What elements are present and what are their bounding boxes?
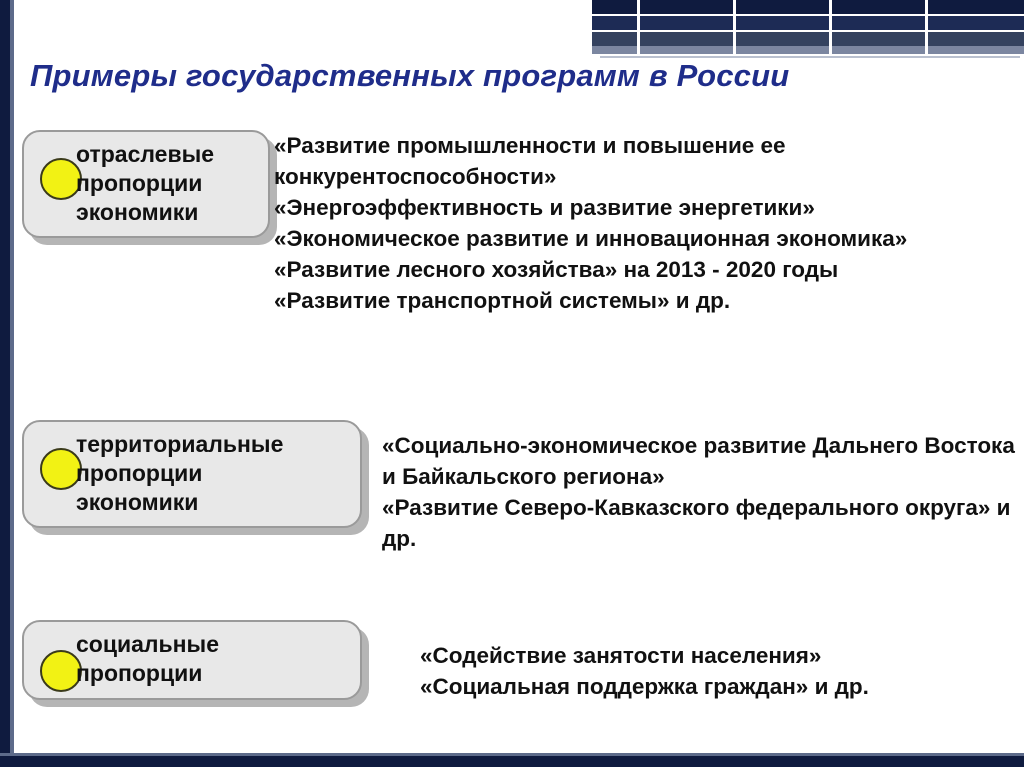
category-label-line: экономики	[76, 198, 199, 225]
bottom-border-decoration-secondary	[0, 753, 1024, 756]
list-item: «Развитие промышленности и повышение ее конкурентоспособности»	[274, 133, 786, 190]
category-label-box-territorial[interactable]	[22, 420, 362, 528]
list-item: «Энергоэффективность и развитие энергетики»	[274, 195, 815, 221]
category-label-line: пропорции	[76, 459, 203, 486]
category-label-line: экономики	[76, 488, 199, 515]
list-item: «Экономическое развитие и инновационная экономика»	[274, 226, 908, 252]
list-item: «Содействие занятости населения»	[420, 643, 822, 668]
left-border-decoration-secondary	[10, 0, 14, 767]
left-border-decoration	[0, 0, 10, 767]
list-item: «Развитие Северо-Кавказского федерального округа» и др.	[382, 495, 1011, 552]
program-list-territorial	[382, 430, 1024, 554]
content-row-sectoral	[22, 130, 908, 314]
category-label-line: социальные	[76, 631, 219, 657]
program-list-sectoral	[274, 130, 1024, 316]
program-list-social	[420, 640, 1024, 702]
list-item: «Развитие транспортной системы» и др.	[274, 288, 731, 314]
bottom-border-decoration	[0, 756, 1024, 767]
category-label-line: территориальные	[76, 431, 284, 457]
page-title: Примеры государственных программ в России	[30, 58, 790, 93]
list-item: «Социально-экономическое развитие Дальнего Востока и Байкальского региона»	[382, 433, 1015, 490]
list-item: «Развитие лесного хозяйства» на 2013 - 2020 годы	[274, 257, 839, 283]
category-label-line: пропорции	[76, 659, 203, 686]
content-row-social	[22, 620, 869, 700]
category-label-box-sectoral[interactable]	[22, 130, 270, 238]
content-row-territorial	[22, 420, 1015, 552]
top-right-stripe-decoration	[592, 0, 1024, 62]
list-item: «Социальная поддержка граждан» и др.	[420, 674, 869, 700]
category-label-line: отраслевые	[76, 141, 215, 167]
category-label-line: пропорции	[76, 169, 203, 196]
category-label-box-social[interactable]	[22, 620, 362, 700]
